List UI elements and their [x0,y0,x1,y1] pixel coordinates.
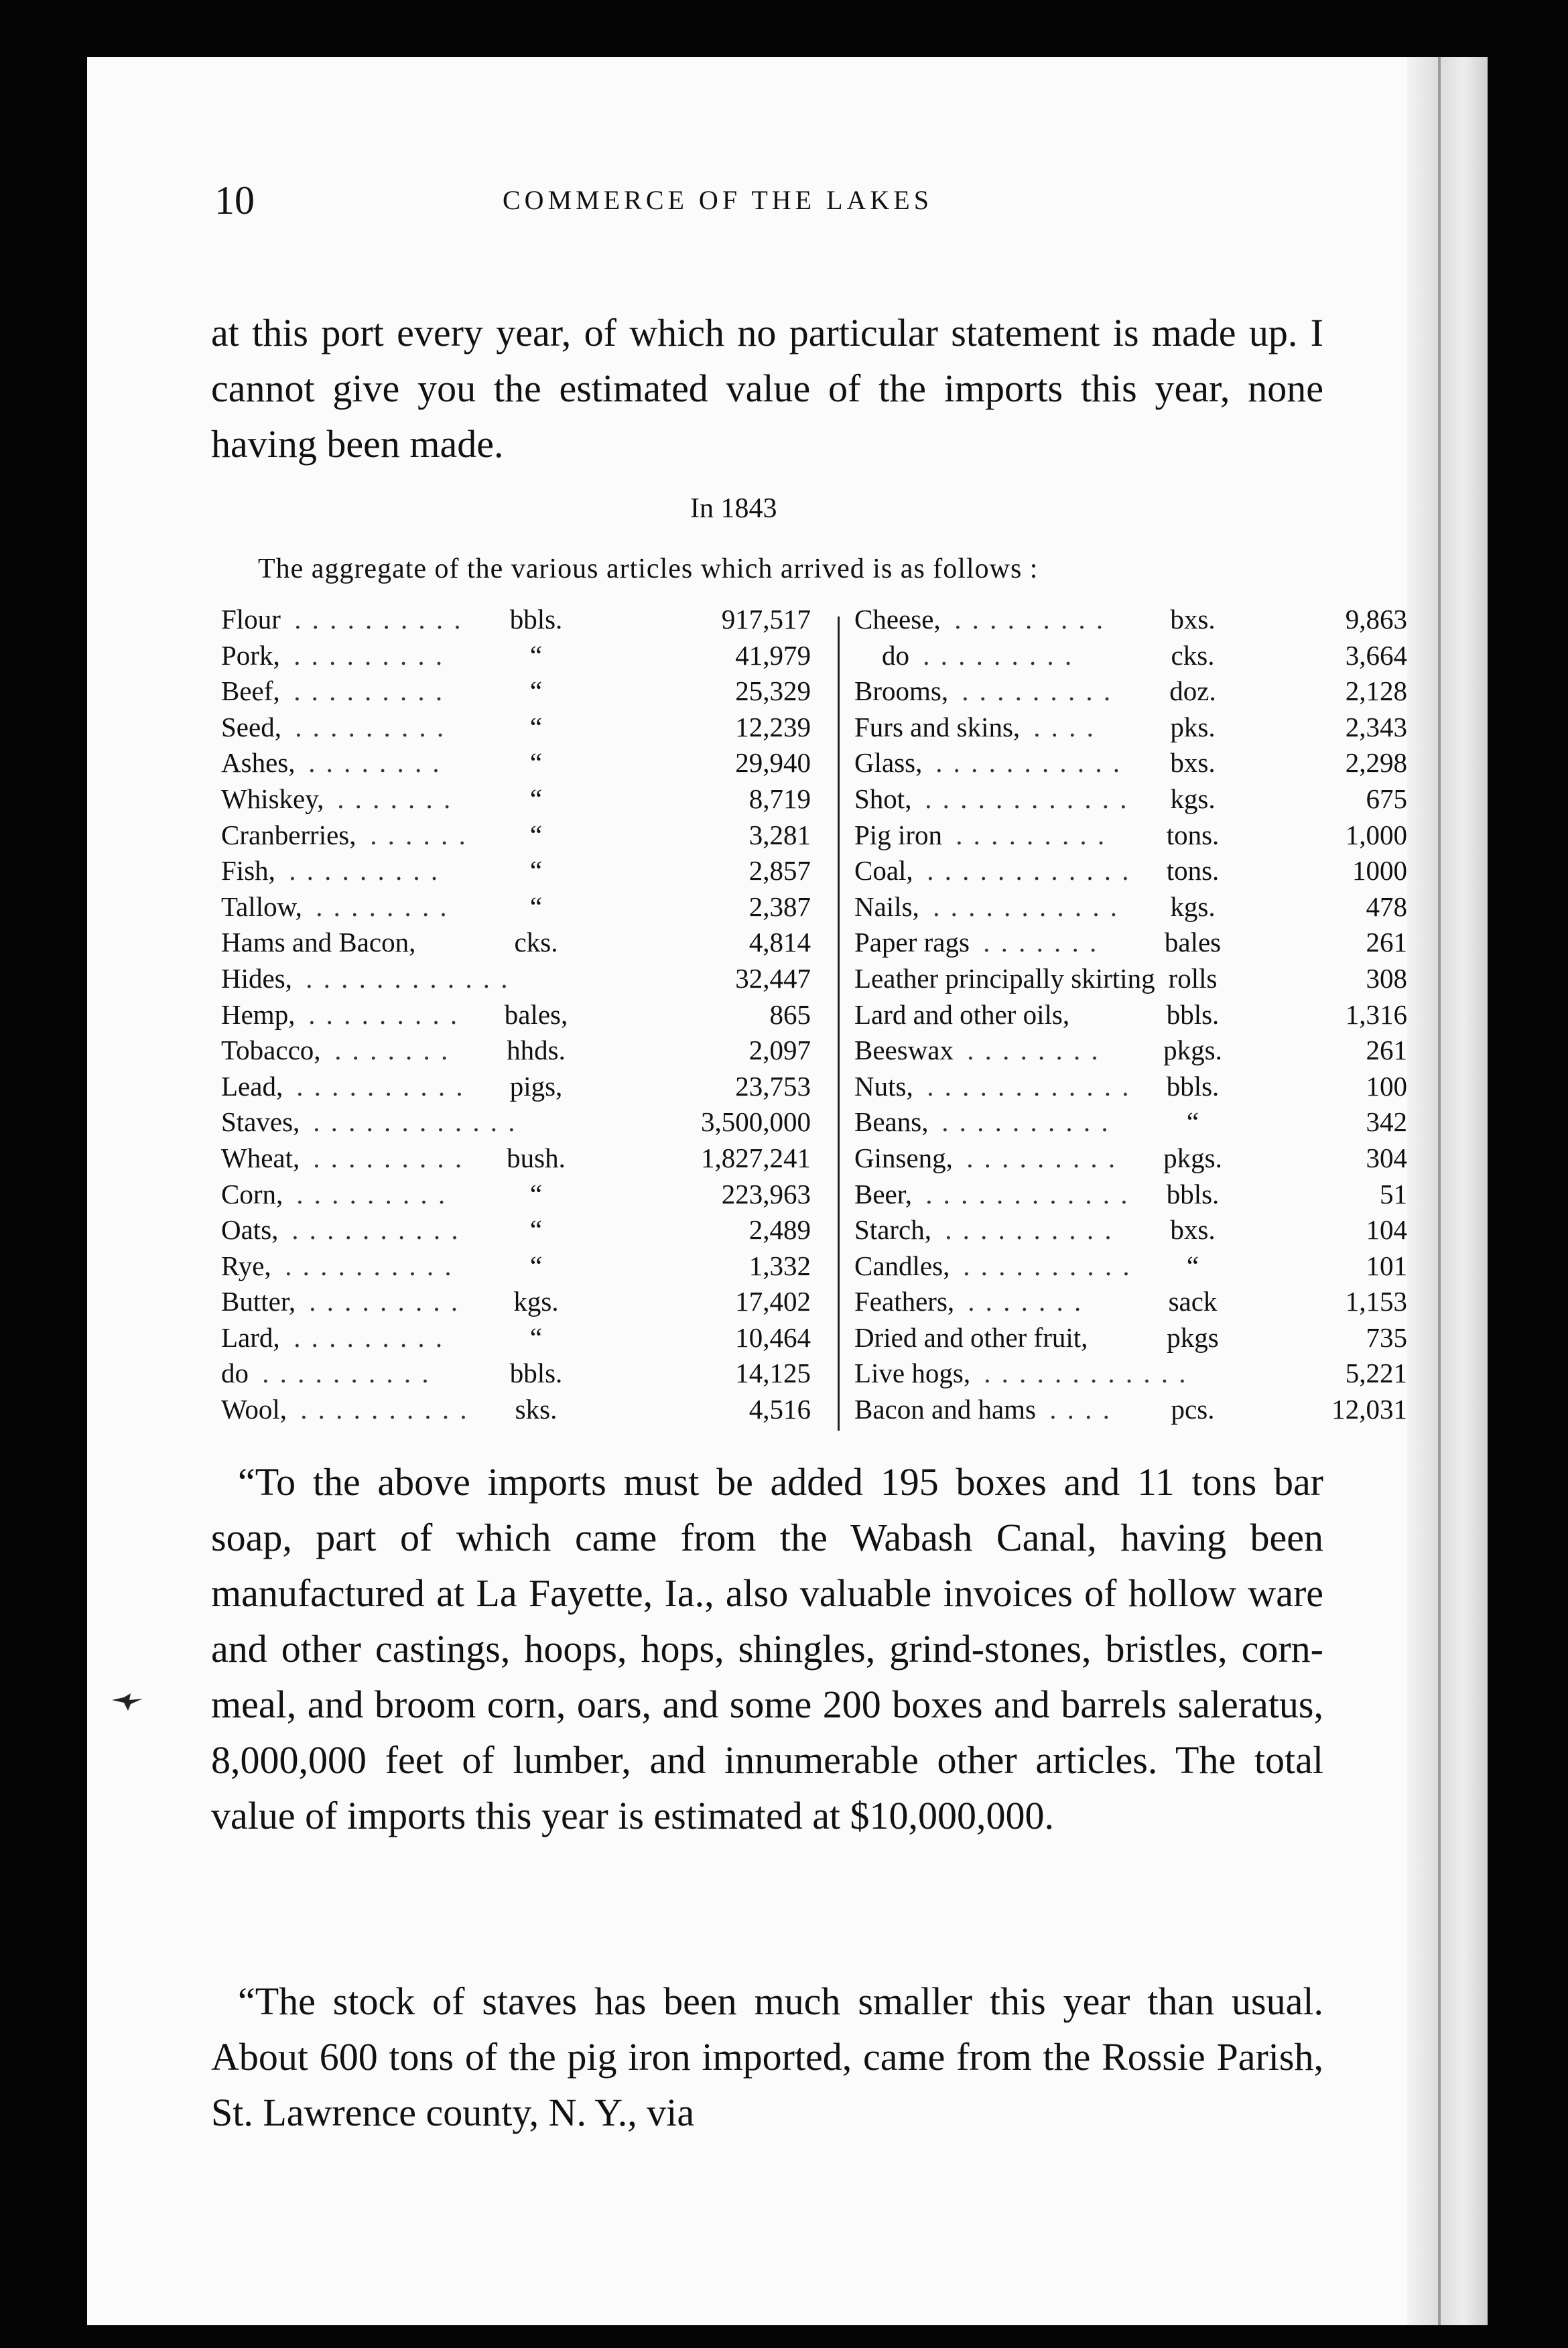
table-row [854,1178,1414,1214]
table-row [854,998,1414,1035]
table-row [854,603,1414,639]
quantity-value: 1000 [1352,855,1407,887]
quantity-value: 17,402 [735,1286,811,1317]
article-name: Nails, [854,891,919,922]
dot-leader: . . . . . . . [329,783,454,814]
quantity-value: 8,719 [748,783,811,814]
quantity-value: 675 [1366,783,1407,814]
table-intro: The aggregate of the various articles which arrived is as follows : [258,553,1039,584]
dot-leader: . . . . . . . . . [915,639,1075,671]
unit-label: tons. [1166,855,1220,887]
table-row [221,1214,824,1250]
quantity-value: 100 [1366,1070,1407,1102]
quantity-value: 2,298 [1345,747,1407,779]
column-divider [838,616,840,1431]
quantity-value: 5,221 [1345,1358,1407,1389]
unit-label: “ [529,783,543,814]
dot-leader: . . . . . . . . . [946,604,1106,635]
table-row [854,675,1414,711]
dot-leader: . . . . . . . . . [281,855,441,887]
quantity-value: 308 [1366,962,1407,994]
dot-leader: . . . . . . . . . . . . [976,1358,1189,1389]
quantity-value: 2,343 [1345,711,1407,742]
table-row [221,1393,824,1429]
table-row [854,1142,1414,1178]
article-name: do [221,1358,249,1389]
unit-label: sack [1168,1286,1218,1317]
unit-label: cks. [514,927,558,958]
unit-label: kgs. [513,1286,559,1317]
article-name: Tobacco, [221,1035,321,1066]
unit-label: doz. [1169,675,1216,707]
dot-leader: . . . . . . . . . . . [925,891,1120,922]
quantity-value: 51 [1380,1178,1407,1210]
article-name: Cranberries, [221,819,356,850]
table-row [854,1070,1414,1106]
dot-leader: . . . . . . . . . . [286,604,464,635]
unit-label: “ [529,1178,543,1210]
quantity-value: 1,000 [1345,819,1407,850]
table-row [221,1321,824,1358]
table-row [221,639,824,675]
dot-leader: . . . . . . . . . . . . [298,962,511,994]
quantity-value: 223,963 [721,1178,811,1210]
quantity-value: 32,447 [735,962,811,994]
quantity-value: 10,464 [735,1321,811,1353]
running-title: COMMERCE OF THE LAKES [503,185,933,215]
table-row [854,1285,1414,1321]
unit-label: “ [529,891,543,922]
table-row [854,1321,1414,1358]
unit-label: bbls. [1166,1070,1220,1102]
article-name: Wool, [221,1394,287,1425]
article-name: Wheat, [221,1142,300,1173]
imports-table [221,603,1414,1437]
quantity-value: 2,387 [748,891,811,922]
unit-label: pcs. [1171,1394,1215,1425]
quantity-value: 104 [1366,1214,1407,1246]
unit-label: bales, [504,998,568,1030]
quantity-value: 342 [1366,1106,1407,1138]
article-name: Bacon and hams [854,1394,1036,1425]
quantity-value: 1,153 [1345,1286,1407,1317]
unit-label: pkgs. [1163,1035,1222,1066]
article-name: Beeswax [854,1035,954,1066]
article-name: Shot, [854,783,912,814]
spine-edge-line [1438,57,1441,2325]
dot-leader: . . . . . . . . [300,747,442,779]
dot-leader: . . . . . . . . . . [937,1214,1114,1246]
unit-label: “ [529,675,543,707]
quantity-value: 478 [1366,891,1407,922]
ink-smudge-mark [111,1692,144,1712]
dot-leader: . . . . . . . . [959,1035,1101,1066]
dot-leader: . . . . [1025,711,1096,742]
dot-leader: . . . . . . . . [308,891,450,922]
article-name: Lard and other oils, [854,998,1070,1030]
paragraph-2: “To the above imports must be added 195 boxes and 11 tons bar soap, part of which came from the Wabash Canal, having been manufactured at La Fayette, Ia., also valuable invoices of hollow ware and other castings, hoops, hops, shingles, grind-stones, bristles, corn-meal, and broom corn, oars, and some 200 boxes and barrels saleratus, 8,000,000 feet of lumber, and innumerable other articles. The total value of imports this year is estimated at $10,000,000. [211,1460,1323,1837]
dot-leader: . . . . . . . . . . [933,1106,1111,1138]
table-row [221,1357,824,1393]
article-name: Ginseng, [854,1142,953,1173]
quantity-value: 735 [1366,1321,1407,1353]
article-name: Leather principally skirting [854,962,1155,994]
article-name: Ashes, [221,747,296,779]
unit-label: bush. [507,1142,566,1173]
table-row [221,746,824,783]
dot-leader: . . . . . . . . . [288,1178,448,1210]
quantity-value: 3,500,000 [701,1106,811,1138]
unit-label: pigs, [509,1070,563,1102]
year-caption: In 1843 [690,493,777,524]
table-row [221,962,824,998]
dot-leader: . . . . . . . . . . . . [305,1106,518,1138]
table-row [854,926,1414,962]
quantity-value: 304 [1366,1142,1407,1173]
dot-leader: . . . . . . . [960,1286,1084,1317]
dot-leader: . . . . . . . . . . [288,1070,466,1102]
article-name: Feathers, [854,1286,955,1317]
table-row [221,711,824,747]
unit-label: bxs. [1170,1214,1216,1246]
quantity-value: 865 [769,998,811,1030]
dot-leader: . . . . . . . . . . . . [917,1178,1130,1210]
unit-label: cks. [1171,639,1215,671]
dot-leader: . . . . . . . . . [285,1321,446,1353]
quantity-value: 4,516 [748,1394,811,1425]
quantity-value: 101 [1366,1250,1407,1281]
unit-label: pkgs. [1163,1142,1222,1173]
unit-label: “ [1186,1106,1199,1138]
unit-label: bbls. [1166,1178,1220,1210]
dot-leader: . . . . . . . . . . . [927,747,1123,779]
unit-label: “ [529,639,543,671]
quantity-value: 917,517 [721,604,811,635]
table-row [221,1285,824,1321]
unit-label: pks. [1170,711,1216,742]
unit-label: hhds. [507,1035,566,1066]
quantity-value: 2,857 [748,855,811,887]
book-spine-shadow [1407,57,1488,2325]
unit-label: “ [529,1214,543,1246]
unit-label: bales [1164,927,1222,958]
table-row [854,1034,1414,1070]
article-name: Fish, [221,855,275,887]
dot-leader: . . . . . . . . . [954,675,1114,707]
unit-label: bbls. [509,1358,563,1389]
table-row [854,639,1414,675]
dot-leader: . . . . . . . . . [287,711,447,742]
unit-label: “ [529,819,543,850]
table-row [221,819,824,855]
table-row [854,891,1414,927]
dot-leader: . . . . . . . . . . . . [917,783,1130,814]
quantity-value: 29,940 [735,747,811,779]
dot-leader: . . . . . . . . . . . . [919,1070,1132,1102]
article-name: Beer, [854,1178,913,1210]
article-name: Brooms, [854,675,949,707]
table-row [854,962,1414,998]
quantity-value: 9,863 [1345,604,1407,635]
unit-label: “ [529,855,543,887]
table-row [221,675,824,711]
unit-label: rolls [1168,962,1218,994]
table-row [221,1106,824,1142]
dot-leader: . . . . . . . . . [948,819,1108,850]
table-row [221,603,824,639]
dot-leader: . . . . . . . . . [305,1142,465,1173]
dot-leader: . . . . . . . . . . [292,1394,470,1425]
article-name: Seed, [221,711,281,742]
table-row [221,854,824,891]
dot-leader: . . . . . . [362,819,468,850]
quantity-value: 3,664 [1345,639,1407,671]
unit-label: kgs. [1170,783,1216,814]
table-row [854,746,1414,783]
article-name: Glass, [854,747,923,779]
dot-leader: . . . . . . . . . [301,1286,461,1317]
table-row [854,711,1414,747]
article-name: Whiskey, [221,783,324,814]
quantity-value: 41,979 [735,639,811,671]
paragraph-1: at this port every year, of which no particular statement is made up. I cannot give you the estimated value of the imports this year, none having been made. [211,311,1323,466]
unit-label: bbls. [1166,998,1220,1030]
dot-leader: . . . . . . . . . [285,639,446,671]
unit-label: “ [1186,1250,1199,1281]
table-row [854,1357,1414,1393]
table-row [221,1178,824,1214]
dot-leader: . . . . . . . . . . [254,1358,432,1389]
imports-table-right-column [854,603,1414,1429]
table-row [854,1393,1414,1429]
article-name: Coal, [854,855,913,887]
table-row [221,891,824,927]
quantity-value: 12,031 [1331,1394,1407,1425]
unit-label: bxs. [1170,604,1216,635]
dot-leader: . . . . . . . [975,927,1100,958]
article-name: Tallow, [221,891,302,922]
page-number: 10 [214,178,255,222]
quantity-value: 2,489 [748,1214,811,1246]
table-row [221,1142,824,1178]
unit-label: “ [529,747,543,779]
quantity-value: 25,329 [735,675,811,707]
unit-label: bxs. [1170,747,1216,779]
table-row [221,1070,824,1106]
unit-label: “ [529,711,543,742]
table-row [221,1250,824,1286]
quantity-value: 1,316 [1345,998,1407,1030]
article-name: Oats, [221,1214,279,1246]
quantity-value: 261 [1366,1035,1407,1066]
table-row [854,1214,1414,1250]
article-name: Corn, [221,1178,283,1210]
quantity-value: 23,753 [735,1070,811,1102]
article-name: Lead, [221,1070,283,1102]
article-name: Hides, [221,962,292,994]
article-name: Nuts, [854,1070,913,1102]
quantity-value: 1,827,241 [701,1142,811,1173]
dot-leader: . . . . . . . . . [300,998,460,1030]
article-name: Furs and skins, [854,711,1021,742]
imports-table-left-column [221,603,824,1429]
unit-label: tons. [1166,819,1220,850]
article-name: Butter, [221,1286,296,1317]
paragraph-3: “The stock of staves has been much smaller this year than usual. About 600 tons of the pig iron imported, came from the Rossie Parish, St. Lawrence county, N. Y., via [211,1979,1323,2134]
quantity-value: 1,332 [748,1250,811,1281]
article-name: Rye, [221,1250,271,1281]
page-header [214,178,1421,251]
table-row [221,926,824,962]
table-row [854,1106,1414,1142]
book-page [87,57,1488,2325]
table-row [854,783,1414,819]
unit-label: sks. [515,1394,558,1425]
dot-leader: . . . . . . . . . . [283,1214,461,1246]
quantity-value: 261 [1366,927,1407,958]
dot-leader: . . . . . . . [326,1035,451,1066]
unit-label: “ [529,1250,543,1281]
article-name: do [854,639,909,671]
article-name: Pork, [221,639,280,671]
article-name: Live hogs, [854,1358,971,1389]
quantity-value: 12,239 [735,711,811,742]
article-name: Dried and other fruit, [854,1321,1088,1353]
article-name: Candles, [854,1250,950,1281]
article-name: Lard, [221,1321,280,1353]
quantity-value: 14,125 [735,1358,811,1389]
dot-leader: . . . . . . . . . . [277,1250,454,1281]
unit-label: pkgs [1167,1321,1219,1353]
quantity-value: 2,097 [748,1035,811,1066]
dot-leader: . . . . . . . . . [285,675,446,707]
quantity-value: 2,128 [1345,675,1407,707]
quantity-value: 4,814 [748,927,811,958]
table-row [221,998,824,1035]
article-name: Hams and Bacon, [221,927,416,958]
table-row [221,783,824,819]
article-name: Hemp, [221,998,296,1030]
table-row [854,854,1414,891]
table-row [221,1034,824,1070]
dot-leader: . . . . . . . . . . [955,1250,1132,1281]
dot-leader: . . . . . . . . . [958,1142,1118,1173]
article-name: Staves, [221,1106,300,1138]
quantity-value: 3,281 [748,819,811,850]
unit-label: “ [529,1321,543,1353]
article-name: Starch, [854,1214,931,1246]
article-name: Cheese, [854,604,941,635]
dot-leader: . . . . [1041,1394,1112,1425]
article-name: Beef, [221,675,280,707]
unit-label: kgs. [1170,891,1216,922]
table-row [854,819,1414,855]
article-name: Paper rags [854,927,970,958]
article-name: Flour [221,604,281,635]
dot-leader: . . . . . . . . . . . . [919,855,1132,887]
unit-label: bbls. [509,604,563,635]
table-row [854,1250,1414,1286]
article-name: Beans, [854,1106,929,1138]
article-name: Pig iron [854,819,942,850]
